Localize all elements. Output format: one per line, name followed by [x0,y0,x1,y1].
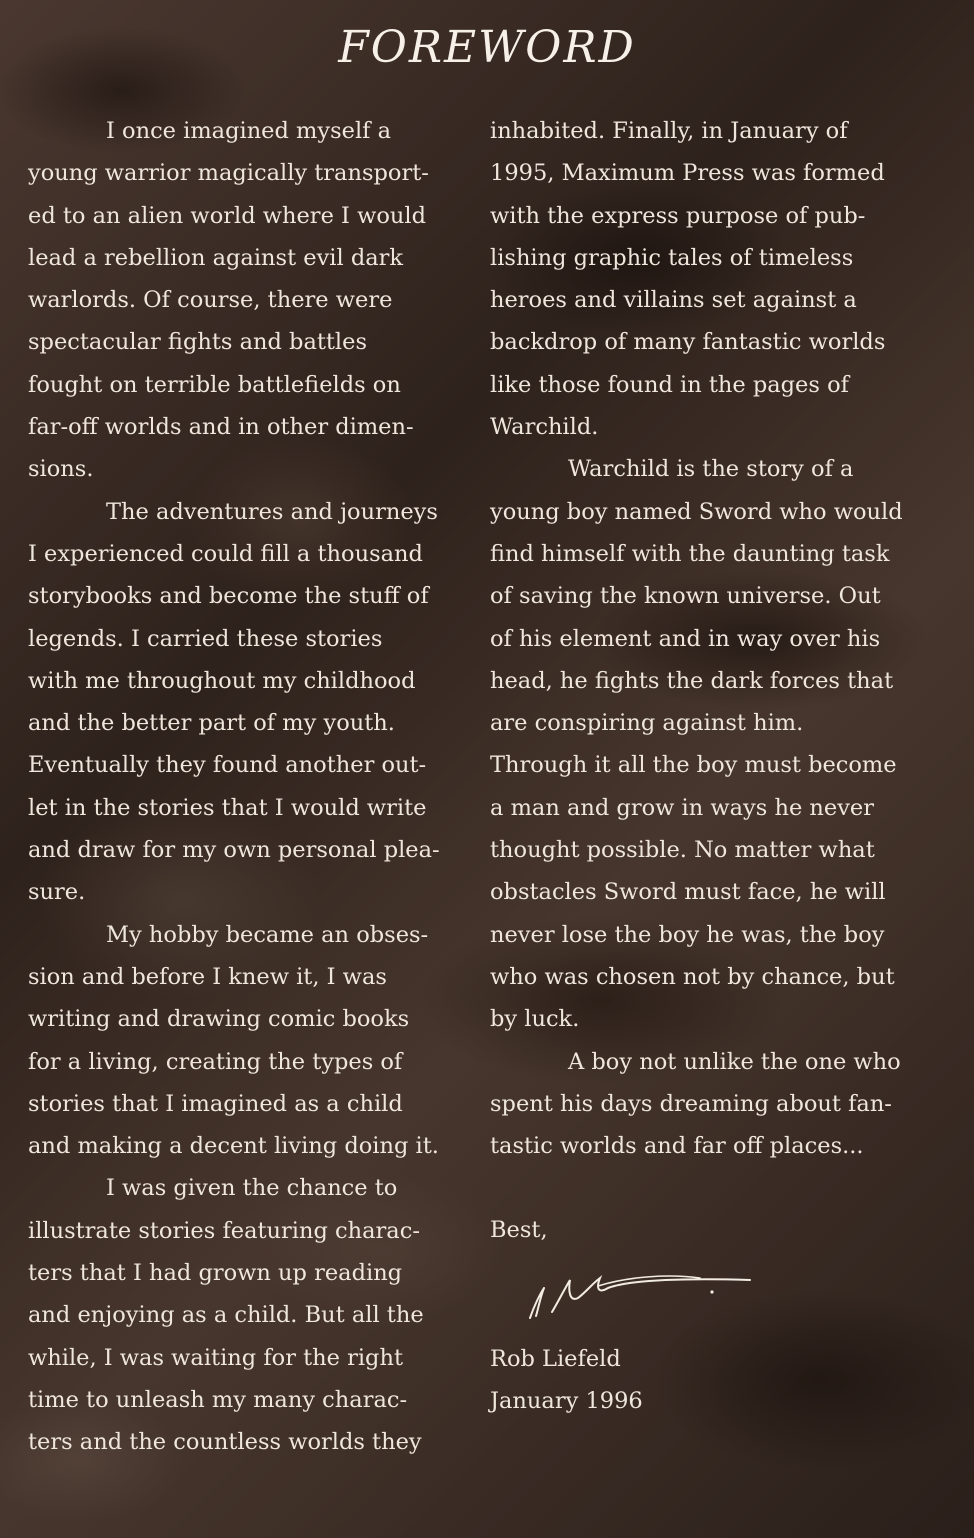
text-line: 1995, Maximum Press was formed [490,160,885,187]
text-line: young warrior magically transport- [28,160,429,187]
author-name: Rob Liefeld [490,1345,621,1372]
text-line: by luck. [490,1006,580,1033]
text-line: inhabited. Finally, in January of [490,118,848,144]
text-line: obstacles Sword must face, he will [490,879,886,906]
text-line: The adventures and journeys [106,498,438,525]
signature-image [500,1258,760,1328]
text-line: writing and drawing comic books [28,1006,410,1033]
text-line: ters that I had grown up reading [28,1260,403,1287]
text-line: of saving the known universe. Out [490,583,881,610]
text-line: of his element and in way over his [490,625,881,652]
page-title: FOREWORD [338,22,636,73]
text-line: illustrate stories featuring charac- [28,1217,420,1244]
text-line: legends. I carried these stories [28,625,383,652]
text-line: young boy named Sword who would [490,498,903,525]
text-line: I was given the chance to [106,1175,398,1202]
text-line: Eventually they found another out- [28,752,427,779]
text-line: head, he fights the dark forces that [490,667,894,694]
text-line: with the express purpose of pub- [490,202,866,229]
text-line: are conspiring against him. [490,710,804,737]
right-column [490,110,930,1422]
closing-line: Best, [490,1217,548,1244]
text-line: sions. [28,456,94,483]
text-line: storybooks and become the stuff of [28,583,429,610]
text-line: sure. [28,879,86,906]
text-line: and enjoying as a child. But all the [28,1302,424,1329]
text-line: backdrop of many fantastic worlds [490,329,886,356]
text-line: heroes and villains set against a [490,287,857,314]
text-line: Through it all the boy must become [490,752,897,779]
text-line: a man and grow in ways he never [490,794,875,821]
text-line: never lose the boy he was, the boy [490,921,885,948]
text-line: stories that I imagined as a child [28,1090,403,1117]
text-line: lead a rebellion against evil dark [28,244,404,271]
text-line: ters and the countless worlds they [28,1429,422,1456]
text-line: like those found in the pages of [490,371,849,398]
text-line: while, I was waiting for the right [28,1344,403,1371]
text-line: let in the stories that I would write [28,794,427,821]
text-line: and making a decent living doing it. [28,1133,439,1160]
text-line: far-off worlds and in other dimen- [28,414,414,441]
date-line: January 1996 [490,1388,643,1415]
text-line: I experienced could fill a thousand [28,540,423,567]
text-line: for a living, creating the types of [28,1048,403,1075]
text-line: tastic worlds and far off places... [490,1133,864,1160]
text-line: sion and before I knew it, I was [28,963,387,990]
text-line: spent his days dreaming about fan- [490,1090,892,1117]
text-line: and the better part of my youth. [28,710,395,737]
left-column [28,110,464,1464]
text-line: ed to an alien world where I would [28,202,426,229]
text-line: with me throughout my childhood [28,667,416,694]
text-line: who was chosen not by chance, but [490,963,895,990]
text-line: My hobby became an obses- [106,921,429,948]
text-line: warlords. Of course, there were [28,287,393,314]
spacer [490,1167,930,1209]
text-line: fought on terrible battlefields on [28,371,401,398]
text-line: and draw for my own personal plea- [28,837,440,864]
text-line: Warchild is the story of a [568,456,854,483]
text-line: I once imagined myself a [106,118,392,144]
text-line: find himself with the daunting task [490,540,890,567]
text-line: time to unleash my many charac- [28,1386,408,1413]
text-line: lishing graphic tales of timeless [490,244,854,271]
text-line: A boy not unlike the one who [568,1048,901,1075]
text-line: thought possible. No matter what [490,837,875,864]
text-line: spectacular fights and battles [28,329,367,356]
text-line: Warchild. [490,414,599,441]
